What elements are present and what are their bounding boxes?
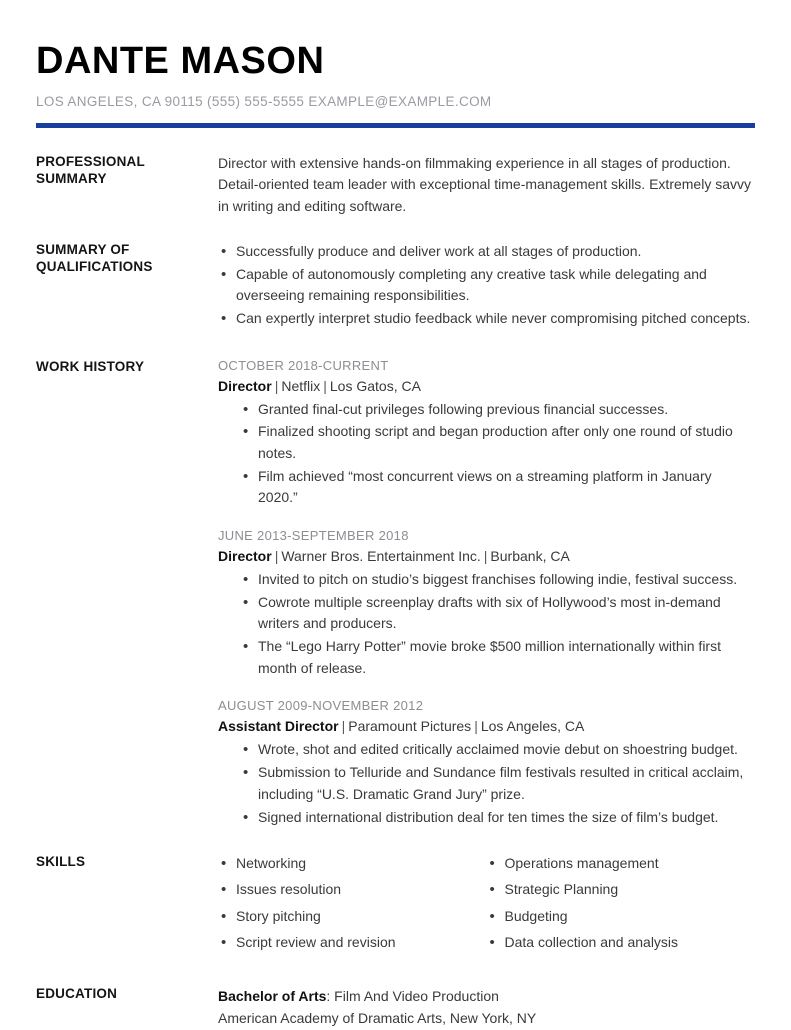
list-item: • Finalized shooting script and began production after only one round of studio notes.: [240, 421, 755, 464]
work-history-entry: [218, 358, 755, 509]
field-separator: |: [483, 548, 488, 564]
job-bullets: [218, 399, 755, 509]
list-item: • Data collection and analysis: [487, 932, 756, 954]
list-item: • Story pitching: [218, 906, 487, 928]
job-location: Los Angeles, CA: [480, 718, 585, 735]
section-label-skills: SKILLS: [36, 854, 86, 870]
field-separator: |: [274, 377, 279, 394]
list-item: • Operations management: [487, 853, 756, 875]
job-dates: OCTOBER 2018-CURRENT: [218, 357, 389, 373]
list-item: • Strategic Planning: [487, 879, 756, 901]
education-degree: Bachelor of Arts: [218, 987, 327, 1004]
contact-line: LOS ANGELES, CA 90115 (555) 555-5555 EXAMPLE@EXAMPLE.COM: [36, 93, 492, 109]
list-item: • Submission to Telluride and Sundance film festivals resulted in critical acclaim, including “U.S. Dramatic Grand Jury” prize.: [240, 762, 755, 805]
job-company: Paramount Pictures: [348, 718, 472, 735]
skills-list-right: [487, 853, 756, 953]
list-item: • Film achieved “most concurrent views on a streaming platform in January 2020.”: [240, 466, 755, 509]
skills-column-right: [487, 853, 756, 958]
job-role: Assistant Director: [218, 718, 339, 735]
list-item: • Capable of autonomously completing any creative task while delegating and overseeing remaining responsibilities.: [218, 264, 755, 307]
education-degree-line: [218, 985, 755, 1007]
section-body-work-history: [218, 358, 755, 830]
section-body-summary-of-qualifications: [218, 241, 755, 331]
skills-column-left: [218, 853, 487, 958]
section-label-professional-summary: PROFESSIONAL SUMMARY: [36, 153, 145, 186]
skills-list-left: [218, 853, 487, 953]
section-label-work-history: WORK HISTORY: [36, 358, 145, 374]
list-item: • Successfully produce and deliver work at all stages of production.: [218, 241, 755, 263]
education-field: : Film And Video Production: [326, 987, 499, 1004]
field-separator: |: [274, 548, 279, 564]
job-title-line: [218, 716, 755, 737]
list-item: • Budgeting: [487, 906, 756, 928]
job-dates: JUNE 2013-SEPTEMBER 2018: [218, 528, 409, 543]
section-work-history: [36, 358, 755, 830]
field-separator: |: [341, 718, 346, 735]
list-item: • Signed international distribution deal for ten times the size of film’s budget.: [240, 807, 755, 829]
field-separator: |: [323, 377, 327, 394]
job-company: Netflix: [281, 377, 321, 394]
section-label-education: EDUCATION: [36, 985, 118, 1001]
section-education: [36, 985, 755, 1030]
section-professional-summary: [36, 153, 755, 218]
section-summary-of-qualifications: [36, 241, 755, 331]
skills-columns: [218, 853, 755, 958]
list-item: • The “Lego Harry Potter” movie broke $500 million internationally within first month of release.: [240, 636, 755, 679]
header-divider-rule: [36, 123, 755, 128]
section-body-skills: [218, 853, 755, 958]
section-body-professional-summary: [218, 153, 755, 218]
job-title-line: [218, 376, 755, 397]
work-history-entry: [218, 698, 755, 828]
list-item: • Invited to pitch on studio’s biggest franchises following indie, festival success.: [240, 569, 755, 591]
list-item: • Granted final-cut privileges following previous financial successes.: [240, 399, 755, 421]
job-location: Burbank, CA: [490, 548, 570, 564]
list-item: • Issues resolution: [218, 879, 487, 901]
list-item: • Cowrote multiple screenplay drafts with six of Hollywood’s most in-demand writers and producers.: [240, 592, 755, 635]
job-location: Los Gatos, CA: [329, 377, 421, 394]
field-separator: |: [474, 718, 478, 735]
list-item: • Wrote, shot and edited critically acclaimed movie debut on shoestring budget.: [240, 739, 755, 761]
candidate-name: DANTE MASON: [36, 40, 325, 82]
qualifications-list: [218, 241, 755, 330]
list-item: • Can expertly interpret studio feedback while never compromising pitched concepts.: [218, 308, 755, 330]
section-body-education: [218, 985, 755, 1030]
job-role: Director: [218, 377, 272, 394]
job-title-line: [218, 546, 755, 567]
job-bullets: [218, 569, 755, 679]
list-item: • Script review and revision: [218, 932, 487, 954]
resume-header: [36, 0, 755, 128]
work-history-entry: [218, 528, 755, 679]
job-role: Director: [218, 548, 272, 564]
job-bullets: [218, 739, 755, 828]
professional-summary-text: Director with extensive hands-on filmmaking experience in all stages of production. Detail-oriented team leader with exceptional time-management skills. Extremely savvy in writing and editing software.: [218, 154, 751, 215]
list-item: • Networking: [218, 853, 487, 875]
job-dates: AUGUST 2009-NOVEMBER 2012: [218, 698, 424, 714]
education-institution: American Academy of Dramatic Arts, New York, NY: [218, 1010, 537, 1027]
section-label-summary-of-qualifications: SUMMARY OF QUALIFICATIONS: [36, 241, 153, 274]
job-company: Warner Bros. Entertainment Inc.: [281, 548, 481, 564]
section-skills: [36, 853, 755, 958]
